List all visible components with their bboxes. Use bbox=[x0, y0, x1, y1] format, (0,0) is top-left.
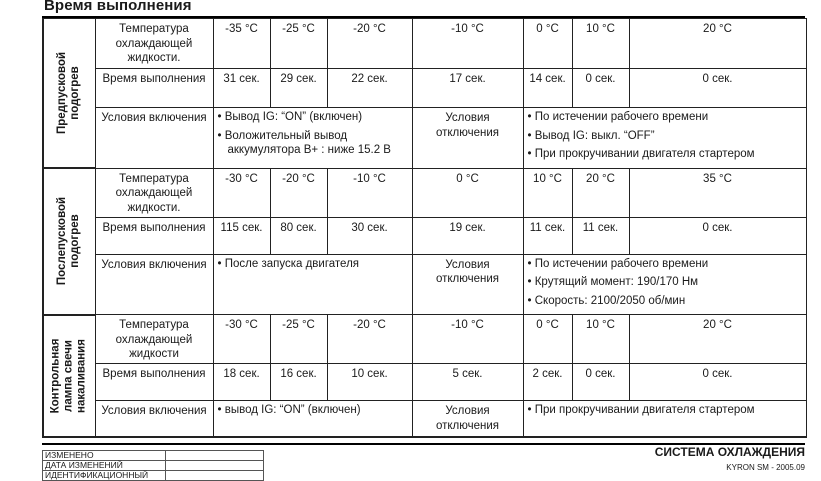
revision-label: ИДЕНТИФИКАЦИОННЫЙ bbox=[43, 471, 166, 481]
temp-cell: 35 °C bbox=[629, 168, 806, 217]
condition-item: • Воложительный вывод аккумулятора B+ : ниже 15.2 В bbox=[218, 129, 408, 158]
document-reference: KYRON SM - 2005.09 bbox=[726, 463, 805, 472]
time-cell: 11 сек. bbox=[572, 217, 629, 254]
time-cell: 16 сек. bbox=[270, 364, 327, 401]
revision-label: ИЗМЕНЕНО bbox=[43, 451, 166, 461]
time-cell: 18 сек. bbox=[213, 364, 270, 401]
temp-cell: -25 °C bbox=[270, 315, 327, 364]
temp-cell: 0 °C bbox=[523, 315, 572, 364]
table-row bbox=[43, 401, 806, 437]
condition-item: • Скорость: 2100/2050 об/мин bbox=[528, 294, 802, 309]
table-row bbox=[43, 69, 806, 108]
row-label-on-conditions: Условия включения bbox=[95, 254, 213, 315]
row-label-time: Время выполнения bbox=[95, 69, 213, 108]
revision-value bbox=[166, 451, 264, 461]
condition-item: • Вывод IG: выкл. “OFF” bbox=[528, 129, 802, 144]
condition-item: • По истечении рабочего времени bbox=[528, 110, 802, 125]
time-cell: 31 сек. bbox=[213, 69, 270, 108]
temp-cell: 10 °C bbox=[572, 19, 629, 69]
condition-item: • При прокручивании двигателя стартером bbox=[528, 403, 802, 418]
table-row bbox=[43, 315, 806, 364]
temp-cell: 20 °C bbox=[572, 168, 629, 217]
time-cell: 30 сек. bbox=[327, 217, 412, 254]
condition-item: • Вывод IG: “ON” (включен) bbox=[218, 110, 408, 125]
temp-cell: -20 °C bbox=[327, 19, 412, 69]
document-section-title: СИСТЕМА ОХЛАЖДЕНИЯ bbox=[654, 445, 805, 459]
section-label: Предпусковой подогрев bbox=[56, 51, 82, 135]
table-row bbox=[43, 168, 806, 217]
time-cell: 11 сек. bbox=[523, 217, 572, 254]
condition-item: • вывод IG: “ON” (включен) bbox=[218, 403, 408, 418]
table-row bbox=[43, 108, 806, 169]
off-conditions-cell bbox=[523, 401, 806, 437]
temp-cell: 0 °C bbox=[412, 168, 523, 217]
time-cell: 80 сек. bbox=[270, 217, 327, 254]
section-label: Контрольная лампа свечи накаливания bbox=[49, 338, 88, 413]
time-cell: 115 сек. bbox=[213, 217, 270, 254]
temp-cell: -25 °C bbox=[270, 19, 327, 69]
temp-cell: -20 °C bbox=[327, 315, 412, 364]
time-cell: 5 сек. bbox=[412, 364, 523, 401]
time-cell: 19 сек. bbox=[412, 217, 523, 254]
time-cell: 14 сек. bbox=[523, 69, 572, 108]
temp-cell: -20 °C bbox=[270, 168, 327, 217]
row-label-temperature: Температура охлаждающей жидкости. bbox=[95, 19, 213, 69]
time-cell: 17 сек. bbox=[412, 69, 523, 108]
row-label-on-conditions: Условия включения bbox=[95, 401, 213, 437]
section-label-cell bbox=[43, 168, 95, 315]
off-conditions-cell bbox=[523, 254, 806, 315]
revision-value bbox=[166, 471, 264, 481]
revision-value bbox=[166, 461, 264, 471]
off-conditions-cell bbox=[523, 108, 806, 169]
row-label-off-conditions: Условия отключения bbox=[412, 254, 523, 315]
section-label-cell bbox=[43, 315, 95, 437]
section-label: Послепусковой подогрев bbox=[56, 197, 82, 286]
time-cell: 22 сек. bbox=[327, 69, 412, 108]
temp-cell: 10 °C bbox=[523, 168, 572, 217]
table-row bbox=[43, 19, 806, 69]
revision-label: ДАТА ИЗМЕНЕНИЙ bbox=[43, 461, 166, 471]
table-row bbox=[43, 217, 806, 254]
row-label-temperature: Температура охлаждающей жидкости bbox=[95, 315, 213, 364]
temp-cell: 20 °C bbox=[629, 315, 806, 364]
runtime-table bbox=[42, 18, 807, 438]
row-label-temperature: Температура охлаждающей жидкости. bbox=[95, 168, 213, 217]
temp-cell: -10 °C bbox=[412, 315, 523, 364]
condition-item: • По истечении рабочего времени bbox=[528, 257, 802, 272]
row-label-time: Время выполнения bbox=[95, 217, 213, 254]
on-conditions-cell bbox=[213, 108, 412, 169]
condition-item: • Крутящий момент: 190/170 Нм bbox=[528, 275, 802, 290]
time-cell: 0 сек. bbox=[629, 217, 806, 254]
temp-cell: 0 °C bbox=[523, 19, 572, 69]
page-title: Время выполнения bbox=[44, 0, 192, 14]
time-cell: 0 сек. bbox=[572, 69, 629, 108]
row-label-time: Время выполнения bbox=[95, 364, 213, 401]
on-conditions-cell bbox=[213, 254, 412, 315]
time-cell: 0 сек. bbox=[629, 69, 806, 108]
temp-cell: 20 °C bbox=[629, 19, 806, 69]
revision-table bbox=[42, 450, 264, 481]
time-cell: 10 сек. bbox=[327, 364, 412, 401]
row-label-off-conditions: Условия отключения bbox=[412, 108, 523, 169]
condition-item: • После запуска двигателя bbox=[218, 257, 408, 272]
time-cell: 0 сек. bbox=[572, 364, 629, 401]
temp-cell: -35 °C bbox=[213, 19, 270, 69]
on-conditions-cell bbox=[213, 401, 412, 437]
time-cell: 2 сек. bbox=[523, 364, 572, 401]
table-row bbox=[43, 254, 806, 315]
temp-cell: -30 °C bbox=[213, 168, 270, 217]
temp-cell: -30 °C bbox=[213, 315, 270, 364]
section-label-cell bbox=[43, 19, 95, 169]
row-label-off-conditions: Условия отключения bbox=[412, 401, 523, 437]
condition-item: • При прокручивании двигателя стартером bbox=[528, 147, 802, 162]
row-label-on-conditions: Условия включения bbox=[95, 108, 213, 169]
time-cell: 29 сек. bbox=[270, 69, 327, 108]
table-row bbox=[43, 364, 806, 401]
temp-cell: -10 °C bbox=[412, 19, 523, 69]
time-cell: 0 сек. bbox=[629, 364, 806, 401]
temp-cell: 10 °C bbox=[572, 315, 629, 364]
temp-cell: -10 °C bbox=[327, 168, 412, 217]
